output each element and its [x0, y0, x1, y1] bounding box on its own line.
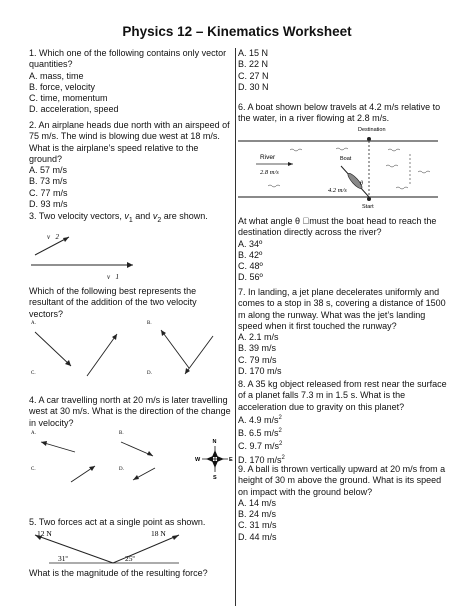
v2-symbol: v [152, 211, 158, 221]
option-d: D. 170 m/s [238, 366, 282, 377]
label-b: B. [147, 321, 152, 326]
force-18n-label: 18 N [151, 529, 166, 538]
option-a: A. mass, time [29, 70, 84, 81]
question-3-text [29, 211, 232, 226]
question-text: 1. Which one of the following contains only vector quantities? [29, 48, 227, 70]
option-c: C. 77 m/s [29, 187, 68, 198]
option-a [238, 413, 450, 426]
option-b-text: B. 6.5 m/s [238, 428, 279, 439]
question-6-answer [238, 216, 450, 284]
q4-answer-figure [29, 428, 232, 490]
question-9 [238, 464, 450, 543]
question-text: 4. A car travelling north at 20 m/s is later travelling west at 30 m/s. What is the direction of the change in velocity? [29, 395, 231, 428]
v1-arrowhead [127, 262, 133, 268]
force-18n-arrowhead [172, 535, 179, 540]
compass-n: N [212, 439, 217, 445]
river-speed-label: 2.8 m/s [260, 169, 279, 176]
question-text: 8. A 35 kg object released from rest near the surface of a planet falls 7.3 m in 1.5 s. What is the acceleration due to gravity on this planet? [238, 379, 447, 412]
compass-e: E [229, 457, 233, 463]
compass-s: S [213, 475, 217, 481]
option-b: B. 73 m/s [29, 176, 68, 187]
option-c: C. 48º [238, 261, 263, 272]
force-12n-label: 12 N [37, 529, 52, 538]
q3-answer-figure [29, 318, 232, 384]
destination-point [367, 137, 371, 141]
angle-25-label: 25º [125, 554, 135, 563]
answer-b-arrowhead [147, 451, 153, 456]
boat-speed-label: 4.2 m/s [328, 187, 347, 194]
question-text: 5. Two forces act at a single point as shown. [29, 517, 206, 527]
force-18n-arrow [113, 535, 179, 563]
question-6-text [238, 102, 450, 125]
question-5-text [29, 517, 232, 528]
question-5-options [238, 48, 450, 93]
answer-c-arrowhead [89, 466, 95, 471]
option-c: C. 79 m/s [238, 354, 277, 365]
option-a: A. 57 m/s [29, 165, 68, 176]
question-text: 2. An airplane heads due north with an airspeed of 75 m/s. The wind is blowing due west at 18 m/s. What is the airplane’s speed relative to the ground? [29, 120, 230, 164]
option-a: A. 15 N [238, 48, 269, 58]
option-c: C. 27 N [238, 70, 269, 81]
q6-river-figure [238, 124, 438, 214]
question-text: What is the magnitude of the resulting force? [29, 568, 208, 578]
question-4 [29, 395, 232, 429]
answer-d-arrow [185, 336, 213, 374]
boat-label: Boat [340, 156, 352, 162]
destination-label: Destination [358, 127, 386, 133]
question-text: 6. A boat shown below travels at 4.2 m/s relative to the water, in a river flowing at 2.8 m/s. [238, 102, 441, 124]
force-12n-arrow [35, 535, 113, 563]
question-5-text2 [29, 568, 232, 579]
river-current-arrowhead [288, 162, 293, 166]
option-c-text: C. 9.7 m/s [238, 441, 280, 452]
answer-a-arrowhead [41, 441, 47, 446]
option-a-text: A. 4.9 m/s [238, 414, 279, 425]
river-label: River [260, 154, 276, 161]
question-2 [29, 120, 232, 210]
question-7 [238, 287, 450, 377]
option-d-text: D. 170 m/s [238, 454, 282, 465]
option-d: D. 93 m/s [29, 199, 68, 210]
v1-symbol: v [124, 211, 129, 221]
v2-arrowhead [63, 237, 69, 242]
question-text: At what angle θ must the boat head to reach the destination directly across the river? [238, 216, 430, 238]
option-a: A. 14 m/s [238, 497, 277, 508]
worksheet-title: Physics 12 – Kinematics Worksheet [122, 24, 352, 39]
v2-subscript: 2 [157, 216, 162, 224]
option-d: D. 30 N [238, 81, 269, 92]
q3-suffix: are shown. [161, 211, 208, 221]
option-b: B. 22 N [238, 59, 269, 70]
option-b: B. 39 m/s [238, 343, 277, 354]
label-a: A. [31, 431, 36, 436]
option-a: A. 2.1 m/s [238, 332, 279, 343]
option-b: B. 24 m/s [238, 509, 277, 520]
answer-b-arrow [161, 330, 189, 368]
question-text: 9. A ball is thrown vertically upward at 20 m/s from a height of 30 m above the ground. What is its speed on impact with the ground below? [238, 464, 446, 497]
label-c: C. [31, 371, 36, 376]
option-c-sup: 2 [279, 441, 283, 448]
option-b [238, 426, 450, 439]
option-b: B. 42º [238, 249, 263, 260]
option-d-sup: 2 [281, 454, 285, 461]
label-c: C. [31, 467, 36, 472]
answer-c-arrow [87, 334, 117, 376]
answer-d-arrowhead [133, 475, 139, 480]
question-8 [238, 379, 450, 466]
question-text: Which of the following best represents the resultant of the addition of the two velocity vectors? [29, 286, 197, 319]
answer-a-arrow [35, 332, 71, 366]
option-d: D. 56º [238, 272, 263, 283]
option-a: A. 34º [238, 238, 263, 249]
start-label: Start [362, 204, 374, 210]
v2-label: v⃗2 [47, 233, 60, 241]
option-b: B. force, velocity [29, 81, 96, 92]
label-b: B. [119, 431, 124, 436]
q3-and: and [132, 211, 153, 221]
v1-subscript: 1 [128, 216, 133, 224]
q3-vectors-figure [29, 225, 229, 287]
question-3-text2 [29, 286, 232, 320]
label-a: A. [31, 321, 36, 326]
start-point [367, 197, 371, 201]
column-divider [235, 48, 236, 606]
q3-prefix: 3. Two velocity vectors, [29, 211, 125, 221]
option-c: C. time, momentum [29, 93, 108, 104]
q5-forces-figure [29, 529, 229, 567]
option-b-sup: 2 [278, 428, 282, 435]
question-1 [29, 48, 232, 116]
option-d: D. acceleration, speed [29, 104, 119, 115]
v1-label: v⃗1 [107, 273, 120, 281]
compass-icon [195, 439, 233, 481]
option-d: D. 44 m/s [238, 531, 277, 542]
option-c [238, 439, 450, 452]
option-c: C. 31 m/s [238, 520, 277, 531]
label-d: D. [147, 371, 152, 376]
answer-c-arrowhead [112, 334, 117, 340]
question-text: 7. In landing, a jet plane decelerates uniformly and comes to a stop in 38 s, covering a distance of 1500 m along the runway. What was the jet’s landing speed when it first touched the runway? [238, 287, 446, 331]
water-waves [268, 148, 430, 189]
label-d: D. [119, 467, 124, 472]
theta-label: θ [360, 181, 363, 187]
angle-31-label: 31º [58, 554, 68, 563]
option-a-sup: 2 [278, 414, 282, 421]
compass-w: W [195, 457, 201, 463]
